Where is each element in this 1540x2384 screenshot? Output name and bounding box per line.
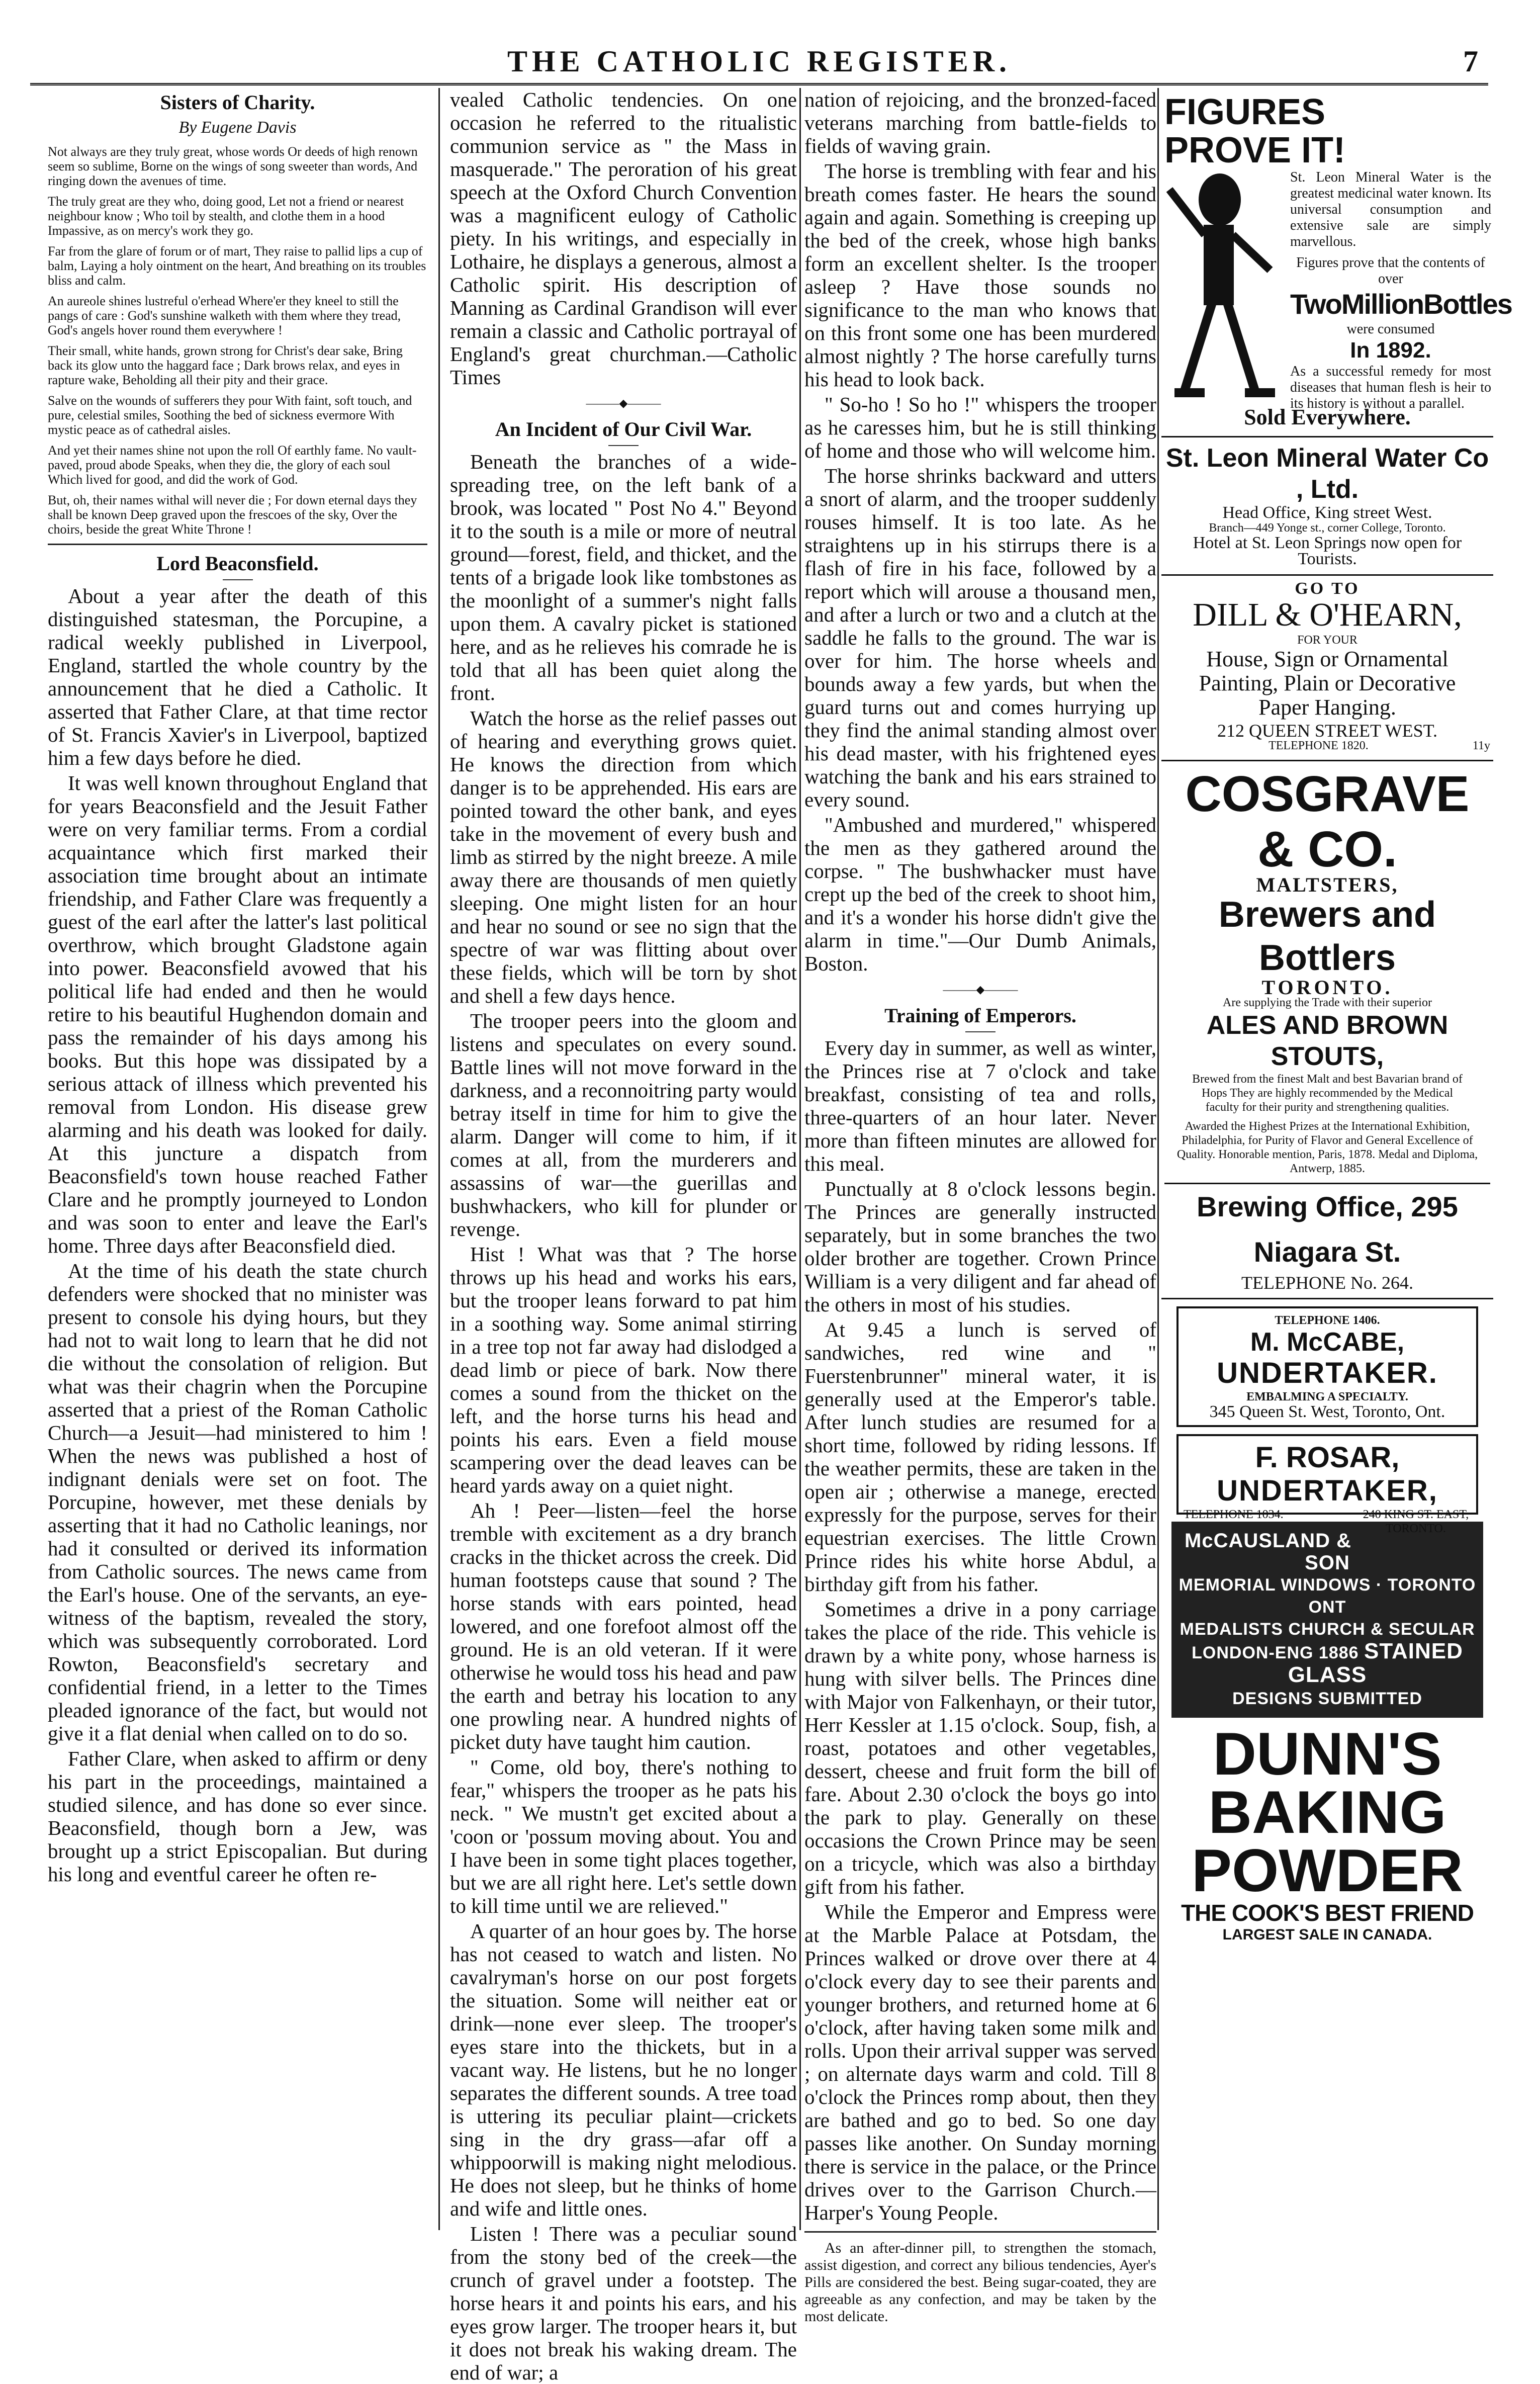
page-number: 7 bbox=[1463, 45, 1478, 78]
dill-ohearn-ad bbox=[1161, 576, 1493, 761]
title-rule bbox=[965, 1031, 995, 1032]
mccausland-london: LONDON-ENG 1886 bbox=[1192, 1643, 1359, 1662]
article-title: An Incident of Our Civil War. bbox=[495, 418, 752, 440]
st-leon-ad bbox=[1161, 437, 1493, 576]
article-paragraph: " Come, old boy, there's nothing to fear," whispers the trooper as he pats his neck. " We mustn't get excited about a 'coon or 'possum moving about. You and I have been in some tight places together, but we are all right here. Let's settle down to kill time until we are relieved." bbox=[450, 1755, 797, 1917]
section-rule bbox=[804, 2231, 1156, 2233]
poem-byline: By Eugene Davis bbox=[178, 118, 297, 137]
rosar-ad bbox=[1176, 1434, 1478, 1535]
column-4-ads bbox=[1161, 88, 1512, 2230]
bottle-figure-illustration bbox=[1164, 169, 1285, 406]
st-leon-hotel: Hotel at St. Leon Springs now open for Tourists. bbox=[1193, 534, 1462, 568]
column-divider bbox=[799, 88, 801, 2230]
column-divider bbox=[438, 88, 440, 2230]
dunn-slogan: THE COOK'S BEST FRIEND bbox=[1181, 1900, 1474, 1926]
cosgrave-brewed: Brewed from the finest Malt and best Bavarian brand of Hops They are highly recommended by the Medical faculty for their purity and strengthening qualities. bbox=[1192, 1073, 1463, 1114]
masthead-rule bbox=[30, 83, 1488, 85]
poem-stanza: And yet their names shine not upon the roll Of earthly fame. No vault-paved, proud abode Speaks, when they die, the glory of each soul Which lived for good, and did the work of God. bbox=[48, 443, 417, 487]
rosar-telephone: TELEPHONE 1034. bbox=[1184, 1508, 1284, 1521]
poem-stanza: But, oh, their names withal will never die ; For down eternal days they shall be known Deep graved upon the frescoes of the sky, Over the choirs, beside the great White Throne ! bbox=[48, 493, 417, 537]
st-leon-branch: Branch—449 Yonge st., corner College, Toronto. bbox=[1209, 521, 1446, 535]
article-paragraph: Hist ! What was that ? The horse throws up his head and works his ears, but the trooper leans forward to pat him in a soothing way. Some animal stirring in a tree top not far away had dislodged a dead limb or piece of bark. Now there comes a sound from the thicket on the left, and the horse turns his head and points his ears. Even a field mouse scampering over the dead leaves can be heard yards away on a quiet night. bbox=[450, 1243, 797, 1497]
article-paragraph: " So-ho ! So ho !" whispers the trooper as he caresses him, but he is still thinking of home and those who will welcome him. bbox=[804, 393, 1156, 462]
st-leon-office: Head Office, King street West. bbox=[1222, 503, 1432, 522]
section-ornament: ———◆——— bbox=[943, 983, 1018, 996]
cosgrave-brewers: Brewers and Bottlers bbox=[1218, 895, 1436, 978]
figures-year: In 1892. bbox=[1350, 338, 1431, 363]
st-leon-name: St. Leon Mineral Water Co , Ltd. bbox=[1165, 444, 1489, 504]
section-rule bbox=[48, 544, 427, 545]
article-paragraph: Sometimes a drive in a pony carriage takes the place of the ride. This vehicle is drawn by a white pony, whose harness is hung with silver bells. The Princes dine with Major von Falkenhayn, or their tutor, Herr Kessler at 1.15 o'clock. Soup, fish, a roast, potatoes and other vegetables, dessert, cheese and fruit form the bill of fare. About 2.30 o'clock the boys go into the park to play. Generally on these occasions the Crown Prince may be seen on a tricycle, which was also a birthday gift from his father. bbox=[804, 1598, 1156, 1898]
mccausland-stained-glass-ad: McCAUSLAND & SON MEMORIAL WINDOWS · TORONTO ONT MEDALISTS CHURCH & SECULAR LONDON-ENG 1886 STAINED GLASS DESIGNS SUBMITTED bbox=[1171, 1522, 1483, 1718]
mccabe-name: M. McCABE, bbox=[1250, 1328, 1405, 1357]
figures-ad-body bbox=[1164, 169, 1512, 411]
dunn-line2: BAKING bbox=[1208, 1779, 1446, 1846]
column-3 bbox=[804, 88, 1156, 2325]
dunns-baking-powder-ad bbox=[1161, 1720, 1493, 1944]
figures-text: were consumed bbox=[1346, 321, 1435, 337]
rosar-name: F. ROSAR, bbox=[1255, 1441, 1400, 1474]
title-rule bbox=[608, 445, 639, 446]
dill-services: Paper Hanging. bbox=[1258, 695, 1396, 720]
cosgrave-ad bbox=[1161, 761, 1493, 1299]
article-paragraph: Watch the horse as the relief passes out of hearing and everything grows quiet. He knows the direction from which danger is to be apprehended. His ears are pointed toward the other bank, and eyes take in the movement of every bush and limb as stirred by the night breeze. A mile away there are thousands of men quietly sleeping. One might listen for an hour and hear no sound or see no sign that the spectre of war was flitting about over these fields, which will be torn by shot and shell a few days hence. bbox=[450, 707, 797, 1007]
mccabe-trade: UNDERTAKER. bbox=[1217, 1357, 1438, 1389]
cosgrave-city: TORONTO. bbox=[1261, 976, 1393, 999]
cosgrave-office: Brewing Office, 295 Niagara St. bbox=[1164, 1183, 1490, 1275]
dunn-line3: POWDER bbox=[1192, 1837, 1463, 1904]
mccabe-telephone: TELEPHONE 1406. bbox=[1275, 1314, 1380, 1327]
poem bbox=[48, 144, 427, 537]
newspaper-title: THE CATHOLIC REGISTER. bbox=[507, 45, 1012, 78]
article-paragraph: Ah ! Peer—listen—feel the horse tremble with excitement as a dry branch cracks in the thicket across the creek. Did human footsteps cause that sound ? The horse stands with ears pointed, head lowered, and one forefoot almost off the ground. He is an old veteran. If it were otherwise he would toss his head and paw the earth and betray his location to any one prowling near. A hundred nights of picket duty have taught him caution. bbox=[450, 1499, 797, 1753]
mccabe-address: 345 Queen St. West, Toronto, Ont. bbox=[1209, 1402, 1445, 1421]
for-your-label: FOR YOUR bbox=[1297, 634, 1357, 647]
article-paragraph: About a year after the death of this distinguished statesman, the Porcupine, a radical weekly published in Liverpool, England, startled the whole country by the announcement that he died a Catholic. It asserted that Father Clare, at that time rector of St. Francis Xavier's in Liverpool, baptized him a few days before he died. bbox=[48, 584, 427, 769]
poem-stanza: Their small, white hands, grown strong for Christ's dear sake, Bring back its glow unto the haggard face ; Dark brows relax, and eyes in rapture wake, Beholding all their pity and their grace. bbox=[48, 343, 403, 387]
mccabe-spec: EMBALMING A SPECIALTY. bbox=[1246, 1390, 1408, 1403]
article-paragraph: "Ambushed and murdered," whispered the men as they gathered around the corpse. " The bushwhacker must have crept up the bed of the creek to shoot him, and it's a wonder his horse didn't give the alarm in time."—Our Dumb Animals, Boston. bbox=[804, 813, 1156, 975]
article-paragraph: nation of rejoicing, and the bronzed-faced veterans marching from battle-fields to fields of waving grain. bbox=[804, 88, 1156, 157]
figures-text: As a successful remedy for most diseases that human flesh is heir to its history is without a parallel. bbox=[1290, 364, 1491, 411]
mccausland-medalists: MEDALISTS CHURCH & SECULAR bbox=[1180, 1620, 1475, 1639]
dill-address: 212 QUEEN STREET WEST. bbox=[1217, 721, 1437, 741]
rosar-address: 240 KING ST. EAST, TORONTO. bbox=[1363, 1508, 1469, 1535]
cosgrave-awards: Awarded the Highest Prizes at the International Exhibition, Philadelphia, for Purity of Flavor and General Excellence of Quality. Honorable mention, Paris, 1878. Medal and Diploma, Antwerp, 1885. bbox=[1176, 1120, 1478, 1175]
cosgrave-maltsters: MALTSTERS, bbox=[1256, 873, 1399, 896]
dill-telephone-label: TELEPHONE 1820. bbox=[1269, 739, 1369, 752]
article-paragraph: The trooper peers into the gloom and listens and speculates on every sound. Battle lines will not move forward in the darkness, and a reconnoitring party would betray itself in time for him to give the alarm. Danger will come to him, if it comes at all, from the murderers and assassins of war—the guerillas and bushwhackers, who kill for plunder or revenge. bbox=[450, 1009, 797, 1241]
cosgrave-ales: ALES AND BROWN STOUTS, bbox=[1206, 1011, 1448, 1071]
mccausland-name: McCAUSLAND & SON bbox=[1185, 1530, 1351, 1574]
poem-stanza: Not always are they truly great, whose words Or deeds of high renown seem so sublime, Borne on the wings of song sweeter than words, And ringing down the avenues of time. bbox=[48, 144, 418, 188]
dill-services: House, Sign or Ornamental Painting, Plain or Decorative bbox=[1199, 647, 1456, 695]
ad-headline: FIGURES bbox=[1164, 92, 1326, 132]
memorial-windows: MEMORIAL WINDOWS bbox=[1179, 1575, 1371, 1595]
article-paragraph: Punctually at 8 o'clock lessons begin. The Princes are generally instructed separately, but in some branches the two older brother are together. Crown Prince William is a very diligent and far ahead of the others in most of his studies. bbox=[804, 1177, 1156, 1316]
rosar-trade: UNDERTAKER, bbox=[1217, 1474, 1438, 1507]
cosgrave-telephone: TELEPHONE No. 264. bbox=[1241, 1273, 1413, 1293]
poem-stanza: Far from the glare of forum or of mart, They raise to pallid lips a cup of balm, Laying a holy ointment on the heart, And breathing on its troubles bliss and calm. bbox=[48, 244, 426, 288]
article-paragraph: The horse is trembling with fear and his breath comes faster. He hears the sound again and again. Something is creeping up the bed of the creek, whose high banks form an excellent shelter. Is the trooper asleep ? Have those sounds no significance to the man who knows that on this front some one has been murdered almost nightly ? The horse carefully turns his head to look back. bbox=[804, 159, 1156, 391]
title-rule bbox=[223, 579, 253, 580]
article-paragraph: The horse shrinks backward and utters a snort of alarm, and the trooper suddenly rouses himself. It is too late. As he straightens up in his stirrups there is a flash of fire in his face, followed by a report which will arouse a thousand men, and after a lurch or two and a clutch at the saddle he falls to the ground. The war is over for him. The horse wheels and bounds away a few yards, but when the guard turns out and comes hurrying up they find the animal standing almost over his dead master, with his frightened eyes watching the bank and his ears strained to every sound. bbox=[804, 464, 1156, 811]
article-paragraph: vealed Catholic tendencies. On one occasion he referred to the ritualistic communion service as " the Mass in masquerade." The peroration of his great speech at the Oxford Church Convention was a magnificent eulogy of Catholic piety. In his writings, and especially in Lothaire, he displays a generous, almost a Catholic spirit. His description of Manning as Cardinal Grandison will ever remain a classic and Catholic portrayal of England's great churchman.—Catholic Times bbox=[450, 88, 797, 389]
article-paragraph: At 9.45 a lunch is served of sandwiches, red wine and " Fuerstenbrunner" mineral water, it is generally used at the Emperor's table. After lunch studies are resumed for a short time, followed by riding lessons. If the weather permits, these are taken in the open air ; otherwise a manege, erected expressly for the purpose, serves for their equestrian exercises. The little Crown Prince rides his white horse Abdul, a birthday gift from his father. bbox=[804, 1318, 1156, 1596]
article-paragraph: Listen ! There was a peculiar sound from the stony bed of the creek—the crunch of gravel under a footstep. The horse hears it and points his ears, and his eyes grow larger. The trooper hears it, but it does not break his waking dream. The end of war; a bbox=[450, 2222, 797, 2384]
poem-stanza: The truly great are they who, doing good, Let not a friend or nearest neighbour know ; Who toil by stealth, and clothe them in a hood Impassive, as on mercy's work they go. bbox=[48, 194, 404, 238]
mccabe-ad bbox=[1176, 1306, 1478, 1427]
article-paragraph: Beneath the branches of a wide-spreading tree, on the left bank of a brook, was located " Post No 4." Beyond it to the south is a mile or more of neutral ground—forest, field, and thicket, and the tents of a brigade look like tombstones as the moonlight of a summer's night falls upon them. A cavalry picket is stationed here, and as he relieves his comrade he is told that all has been quiet along the front. bbox=[450, 450, 797, 704]
poem-stanza: An aureole shines lustreful o'erhead Where'er they kneel to still the pangs of care : God's sunshine walketh with them where they tread, God's angels hover round them everywhere ! bbox=[48, 294, 401, 337]
dunn-sale: LARGEST SALE IN CANADA. bbox=[1222, 1926, 1432, 1943]
cosgrave-supply: Are supplying the Trade with their superior bbox=[1223, 996, 1432, 1009]
poem-stanza: Salve on the wounds of sufferers they pour With faint, soft touch, and pure, celestial smiles, Soothing the bed of sickness evermore With mystic peace as of cathedral aisles. bbox=[48, 393, 412, 437]
figures-text: St. Leon Mineral Water is the greatest medicinal water known. Its universal consumption and extensive sale are simply marvellous. bbox=[1290, 169, 1491, 249]
article-paragraph: Every day in summer, as well as winter, the Princes rise at 7 o'clock and take breakfast, consisting of tea and rolls, three-quarters of an hour later. Never more than fifteen minutes are allowed for this meal. bbox=[804, 1036, 1156, 1175]
article-paragraph: A quarter of an hour goes by. The horse has not ceased to watch and listen. No cavalryman's horse on our post forgets the situation. Some will neither eat or drink—none ever sleep. The trooper's eyes stare into the thickets, but in a vacant way. He listens, but he no longer separates the different sounds. A tree toad is uttering its peculiar plaint—crickets sing in the dry grass—afar off a whippoorwill is making night melodious. He does not sleep, but he thinks of home and wife and little ones. bbox=[450, 1919, 797, 2220]
two-million-bottles: TwoMillionBottles bbox=[1290, 288, 1512, 320]
dill-ad-code: 11y bbox=[1472, 739, 1490, 752]
article-paragraph: It was well known throughout England that for years Beaconsfield and the Jesuit Father were on very familiar terms. From a cordial acquaintance which first marked their association time brought about an intimate friendship, and Father Clare was frequently a guest of the earl after the latter's last political overthrow, which brought Gladstone again into power. Beaconsfield avowed that his political life had ended and then he would retire to his beautiful Hughendon domain and pass the remainder of his days among his books. But this hope was dissipated by a serious attack of illness which prevented his removal from London. His disease grew alarming and his death was looked for daily. At this juncture a dispatch from Beaconsfield's town house reached Father Clare and he promptly journeyed to London and was soon to enter and leave the Earl's home. Three days after Beaconsfield died. bbox=[48, 771, 427, 1257]
designs-submitted: DESIGNS SUBMITTED bbox=[1232, 1689, 1422, 1708]
column-divider bbox=[1157, 88, 1159, 2230]
dill-ohearn-name: DILL & O'HEARN, bbox=[1193, 596, 1462, 633]
article-title: Training of Emperors. bbox=[884, 1004, 1076, 1027]
article-paragraph: At the time of his death the state church defenders were shocked that no minister was present to console his dying hours, but they had not to wait long to learn that he did not die without the consolation of religion. But what was their chagrin when the Porcupine asserted that a priest of the Roman Catholic Church—a Jesuit—had ministered to him ! When the news was published a host of indignant denials were set on foot. The Porcupine, however, met these denials by asserting that it had no Catholic leanings, nor had it consulted or derived its information from Catholic sources. The news came from the Earl's house. One of the servants, an eye-witness of the baptism, revealed the story, which was subsequently corroborated. Lord Rowton, Beaconsfield's secretary and confidential friend, in a letter to the Times pleaded ignorance of the fact, but would not give it a flat denial when called on to do so. bbox=[48, 1259, 427, 1745]
figures-text: Figures prove that the contents of over bbox=[1296, 255, 1485, 287]
go-to-label: GO TO bbox=[1295, 579, 1360, 598]
mccausland-city: TORONTO ONT bbox=[1308, 1575, 1476, 1617]
section-ornament: ———◆——— bbox=[586, 397, 661, 409]
dunn-line1: DUNN'S bbox=[1213, 1720, 1442, 1788]
column-2 bbox=[450, 88, 797, 2384]
dill-telephone bbox=[1164, 739, 1490, 753]
masthead bbox=[30, 35, 1488, 80]
poem-title: Sisters of Charity. bbox=[160, 91, 315, 114]
ad-headline: PROVE IT! bbox=[1164, 130, 1346, 170]
article-title: Lord Beaconsfield. bbox=[156, 552, 319, 575]
figures-prove-it-ad bbox=[1161, 88, 1512, 437]
sold-everywhere: Sold Everywhere. bbox=[1244, 405, 1411, 429]
cosgrave-name: COSGRAVE & CO. bbox=[1185, 766, 1470, 877]
stained-glass-label: STAINED GLASS bbox=[1288, 1639, 1463, 1687]
ayers-pills-notice: As an after-dinner pill, to strengthen the stomach, assist digestion, and correct any bilious tendencies, Ayer's Pills are considered the best. Being sugar-coated, they are agreeable as any confection, and may be taken by the most delicate. bbox=[804, 2240, 1156, 2325]
article-paragraph: While the Emperor and Empress were at the Marble Palace at Potsdam, the Princes walked or drove over there at 4 o'clock every day to see their parents and younger brothers, and returned home at 6 o'clock, after having taken some milk and rolls. Upon their arrival supper was served ; on alternate days warm and cold. Till 8 o'clock the Princes romp about, then they are bathed and go to bed. So one day passes like another. On Sunday morning there is service in the palace, or the Prince drives over to the Garrison Church.—Harper's Young People. bbox=[804, 1900, 1156, 2224]
column-1 bbox=[48, 88, 427, 2230]
article-paragraph: Father Clare, when asked to affirm or deny his part in the proceedings, maintained a studied silence, and has done so ever since. Beaconsfield, though born a Jew, was brought up a strict Episcopalian. But during his long and eventful career he often re- bbox=[48, 1747, 427, 1886]
